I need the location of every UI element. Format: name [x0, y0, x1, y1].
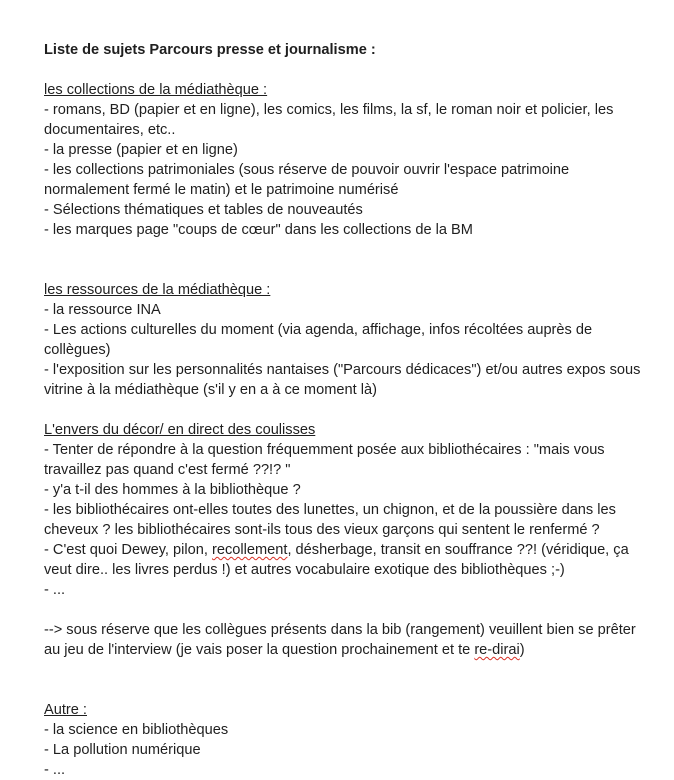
list-item: - les bibliothécaires ont-elles toutes des lunettes, un chignon, et de la poussière dans les cheveux ? les bibliothécaires sont-ils tous des vieux garçons qui sentent le renfermé ? [44, 502, 616, 538]
section-heading: Autre : [44, 702, 87, 718]
document-title: Liste de sujets Parcours presse et journalisme : [44, 42, 376, 58]
document-page [44, 40, 654, 780]
list-item: - y'a t-il des hommes à la bibliothèque ? [44, 482, 301, 498]
section-ressources [44, 280, 654, 400]
section-heading: L'envers du décor/ en direct des coulisses [44, 422, 316, 438]
section-heading: les ressources de la médiathèque : [44, 282, 271, 298]
note-paragraph [44, 620, 654, 660]
list-item: - l'exposition sur les personnalités nantaises ("Parcours dédicaces") et/ou autres expos sous vitrine à la médiathèque (s'il y en a à ce moment là) [44, 362, 641, 398]
spellcheck-marked-word: re-dirai [474, 642, 520, 658]
list-item: - Sélections thématiques et tables de nouveautés [44, 202, 363, 218]
list-item: - Tenter de répondre à la question fréquemment posée aux bibliothécaires : "mais vous travaillez pas quand c'est fermé ??!? " [44, 442, 605, 478]
section-autre [44, 700, 654, 780]
list-item: - les collections patrimoniales (sous réserve de pouvoir ouvrir l'espace patrimoine normalement fermé le matin) et le patrimoine numérisé [44, 162, 570, 198]
dewey-text-after: , désherbage, transit en souffrance ??! (véridique, ça veut dire.. les livres perdus !) et autres vocabulaire exotique des bibliothèques ;-) [44, 542, 629, 578]
list-item: - Les actions culturelles du moment (via agenda, affichage, infos récoltées auprès de collègues) [44, 322, 593, 358]
list-item: - La pollution numérique [44, 742, 201, 758]
list-item: - la presse (papier et en ligne) [44, 142, 238, 158]
list-item: - les marques page "coups de cœur" dans les collections de la BM [44, 222, 473, 238]
dewey-text-before: - C'est quoi Dewey, pilon, [44, 542, 212, 558]
list-item-ellipsis: - ... [44, 582, 66, 598]
spellcheck-marked-word: recollement [212, 542, 288, 558]
section-collections [44, 80, 654, 240]
note-text-before: --> sous réserve que les collègues présents dans la bib (rangement) veuillent bien se prêter au jeu de l'interview (je vais poser la question prochainement et te [44, 622, 636, 658]
list-item: - ... [44, 762, 66, 778]
section-heading: les collections de la médiathèque : [44, 82, 268, 98]
list-item: - romans, BD (papier et en ligne), les comics, les films, la sf, le roman noir et policier, les documentaires, etc.. [44, 102, 614, 138]
note-text-after: ) [519, 642, 525, 658]
list-item [44, 540, 654, 580]
section-coulisses [44, 420, 654, 660]
list-item: - la science en bibliothèques [44, 722, 229, 738]
list-item: - la ressource INA [44, 302, 161, 318]
